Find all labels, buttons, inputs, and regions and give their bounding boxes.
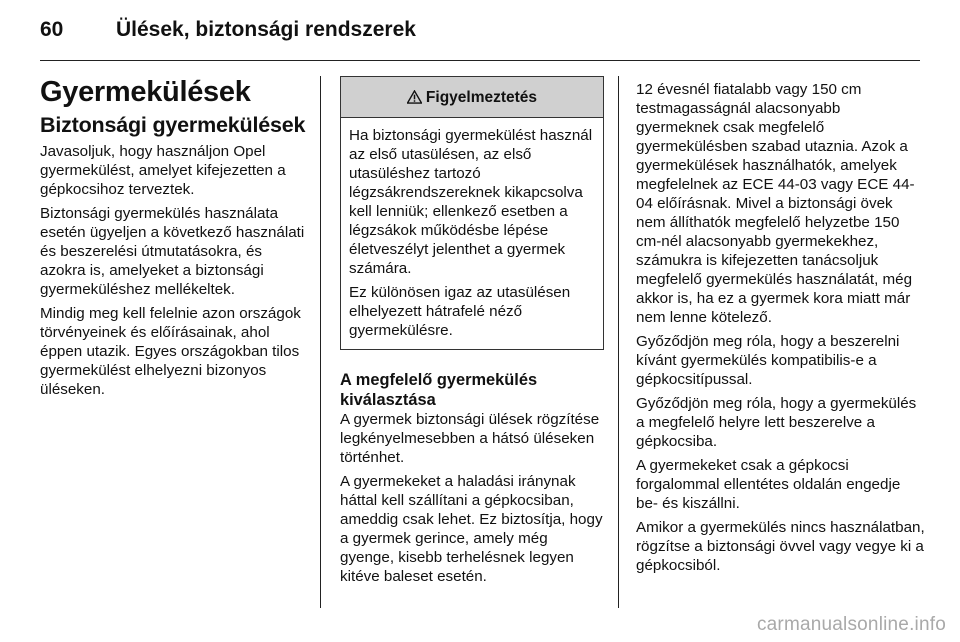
column-middle xyxy=(340,76,604,591)
watermark: carmanualsonline.info xyxy=(756,614,946,635)
paragraph: Győződjön meg róla, hogy a beszerelni kívánt gyermekülés kompatibilis-e a gépkocsitípussal. xyxy=(636,333,900,388)
page-header xyxy=(40,18,920,48)
paragraph: A gyermekeket csak a gépkocsi forgalommal ellentétes oldalán engedje be- és kiszállni. xyxy=(636,457,901,512)
paragraph: Biztonsági gyermekülés használata esetén ügyeljen a következő használati és beszerelési útmutatásokra, és azokra is, amelyeket a biztonsági gyermeküléshez mellékeltek. xyxy=(40,205,305,298)
page-number: 60 xyxy=(40,18,64,41)
warning-body xyxy=(341,118,603,349)
column-right xyxy=(636,80,926,580)
column-divider-left xyxy=(320,76,321,608)
paragraph: A gyermekeket a haladási iránynak háttal kell szállítani a gépkocsiban, ameddig csak lehet. Ez biztosítja, hogy a gyermek gerince, amely még gyenge, kisebb terhelésnek legyen kitéve baleset esetén. xyxy=(340,473,603,585)
paragraph: Mindig meg kell felelnie azon országok törvényeinek és előírásainak, ahol éppen utazik. Egyes országokban tilos gyermekülést elhelyezni bizonyos üléseken. xyxy=(40,305,301,398)
warning-text: Ha biztonsági gyermekülést használ az első utasülésen, az első utasüléshez tartozó légzsákrendszereknek kikapcsolva kell lenniük; ellenkező esetben a légzsákok működésbe lépése életveszélyt jelenthet a gyermek számára. xyxy=(349,127,593,277)
running-title: Ülések, biztonsági rendszerek xyxy=(116,18,416,41)
header-rule xyxy=(40,60,920,61)
paragraph: Amikor a gyermekülés nincs használatban, rögzítse a biztonsági övvel vagy vegye ki a gépkocsiból. xyxy=(636,519,925,574)
paragraph: Győződjön meg róla, hogy a gyermekülés a megfelelő helyre lett beszerelve a gépkocsiba. xyxy=(636,395,917,450)
paragraph: 12 évesnél fiatalabb vagy 150 cm testmagasságnál alacsonyabb gyermeknek csak megfelelő gyermekülésben szabad utaznia. Azok a gyermekülések használhatók, amelyek megfelelnek az ECE 44-03 vagy ECE 44-04 előírásnak. Mivel a biztonsági övek nem állíthatók megfelelő helyzetbe 150 cm-nél alacsonyabb gyermekekhez, számukra is kifejezetten tanácsoljuk megfelelő gyermekülés használatát, még akkor is, ha ez a gyermek kora miatt már nem lenne kötelező. xyxy=(636,81,915,326)
subsection-heading: A megfelelő gyermekülés kiválasztása xyxy=(340,371,538,409)
paragraph: Javasoljuk, hogy használjon Opel gyermekülést, amelyet kifejezetten a gépkocsihoz terveztek. xyxy=(40,143,286,198)
warning-triangle-icon xyxy=(407,90,422,104)
section-heading: Gyermekülések xyxy=(40,76,251,108)
warning-header xyxy=(341,77,603,118)
section-subheading: Biztonsági gyermekülések xyxy=(40,113,306,137)
warning-text: Ez különösen igaz az utasülésen elhelyezett hátrafelé néző gyermekülésre. xyxy=(349,284,571,339)
column-left xyxy=(40,76,308,404)
warning-box xyxy=(340,76,604,350)
column-divider-right xyxy=(618,76,619,608)
paragraph: A gyermek biztonsági ülések rögzítése legkényelmesebben a hátsó üléseken történhet. xyxy=(340,411,600,466)
warning-title: Figyelmeztetés xyxy=(425,88,538,106)
